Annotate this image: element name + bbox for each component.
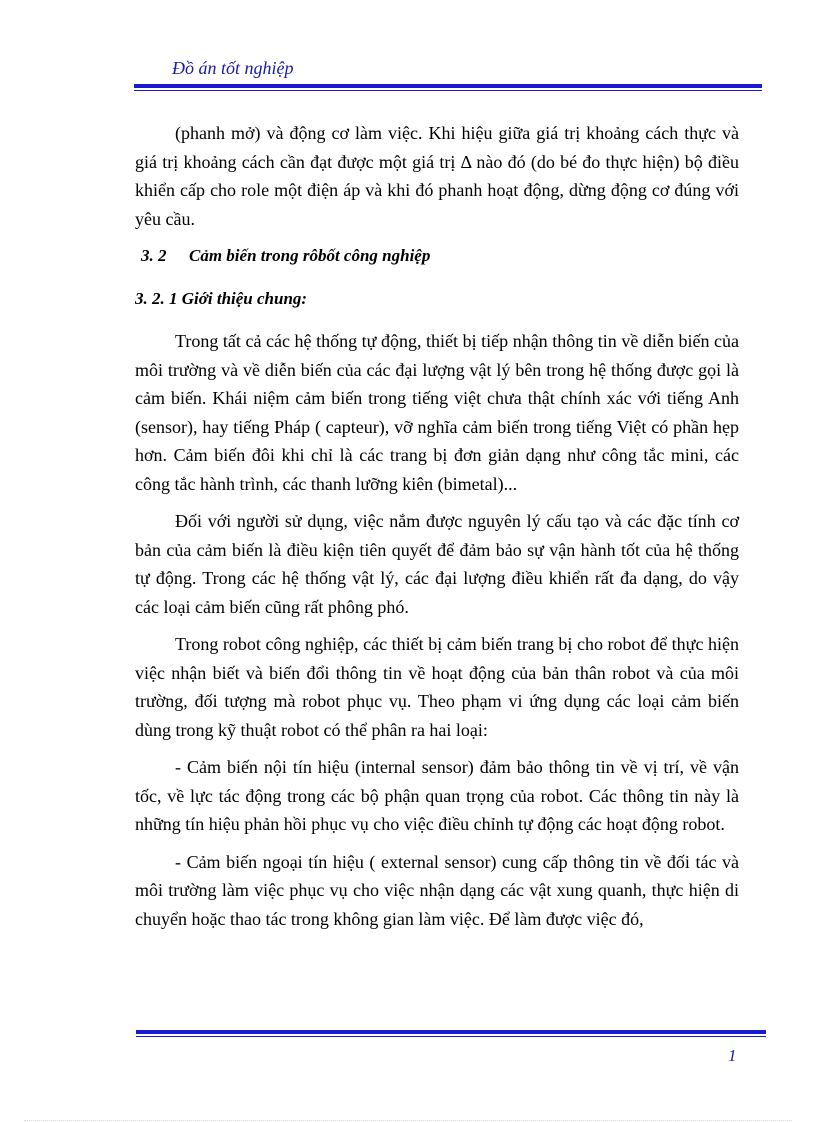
page-edge-dotted: [24, 1120, 792, 1121]
paragraph-external-sensor: - Cảm biến ngoại tín hiệu ( external sensor) cung cấp thông tin về đối tác và môi trường làm việc phục vụ cho việc nhận dạng các vật xung quanh, thực hiện di chuyển hoặc thao tác trong không gian làm việc. Để làm được việc đó,: [135, 851, 739, 929]
paragraph-robot: Trong robot công nghiệp, các thiết bị cảm biến trang bị cho robot để thực hiện việc nhận biết và biến đổi thông tin về hoạt động của bản thân robot và của môi trường, đối tượng mà robot phục vụ. Theo phạm vi ứng dụng các loại cảm biến dùng trong kỹ thuật robot có thể phân ra hai loại:: [135, 634, 739, 740]
section-heading: [135, 242, 739, 271]
paragraph-continued: (phanh mở) và động cơ làm việc. Khi hiệu giữa giá trị khoảng cách thực và giá trị khoảng cách cần đạt được một giá trị Δ nào đó (do bé đo thực hiện) bộ điều khiển cấp cho role một điện áp và khi đó phanh hoạt động, dừng động cơ đúng với yêu cầu.: [135, 123, 739, 229]
header-rule-thin: [134, 90, 762, 91]
paragraph-user: Đối với người sử dụng, việc nắm được nguyên lý cấu tạo và các đặc tính cơ bản của cảm biến là điều kiện tiên quyết để đảm bảo sự vận hành tốt của hệ thống tự động. Trong các hệ thống vật lý, các đại lượng điều khiển rất đa dạng, do vậy các loại cảm biến cũng rất phông phó.: [135, 511, 739, 617]
section-number: 3. 2: [141, 246, 167, 265]
section-title: Cảm biến trong rôbốt công nghiệp: [189, 246, 431, 265]
document-body: [135, 119, 739, 942]
subsection-heading: 3. 2. 1 Giới thiệu chung:: [135, 288, 308, 308]
footer-rule-thick: [136, 1030, 766, 1034]
header-rule-thick: [134, 84, 762, 88]
footer-rule-thin: [136, 1036, 766, 1037]
paragraph-intro: Trong tất cả các hệ thống tự động, thiết bị tiếp nhận thông tin về diễn biến của môi trường và về diễn biến của các đại lượng vật lý bên trong hệ thống được gọi là cảm biến. Khái niệm cảm biến trong tiếng việt chưa thật chính xác với tiếng Anh (sensor), hay tiếng Pháp ( capteur), vỡ nghĩa cảm biến trong tiếng Việt có phần hẹp hơn. Cảm biến đôi khi chỉ là các trang bị đơn giản dạng như công tắc mini, các công tắc hành trình, các thanh lưỡng kiên (bimetal)...: [135, 331, 739, 494]
page-number: 1: [728, 1046, 737, 1065]
page-header-title: Đồ án tốt nghiệp: [172, 58, 294, 78]
paragraph-internal-sensor: - Cảm biến nội tín hiệu (internal sensor) đảm bảo thông tin về vị trí, về vận tốc, về lực tác động trong các bộ phận quan trọng của robot. Các thông tin này là những tín hiệu phản hồi phục vụ cho việc điều chỉnh tự động các hoạt động robot.: [135, 757, 739, 834]
